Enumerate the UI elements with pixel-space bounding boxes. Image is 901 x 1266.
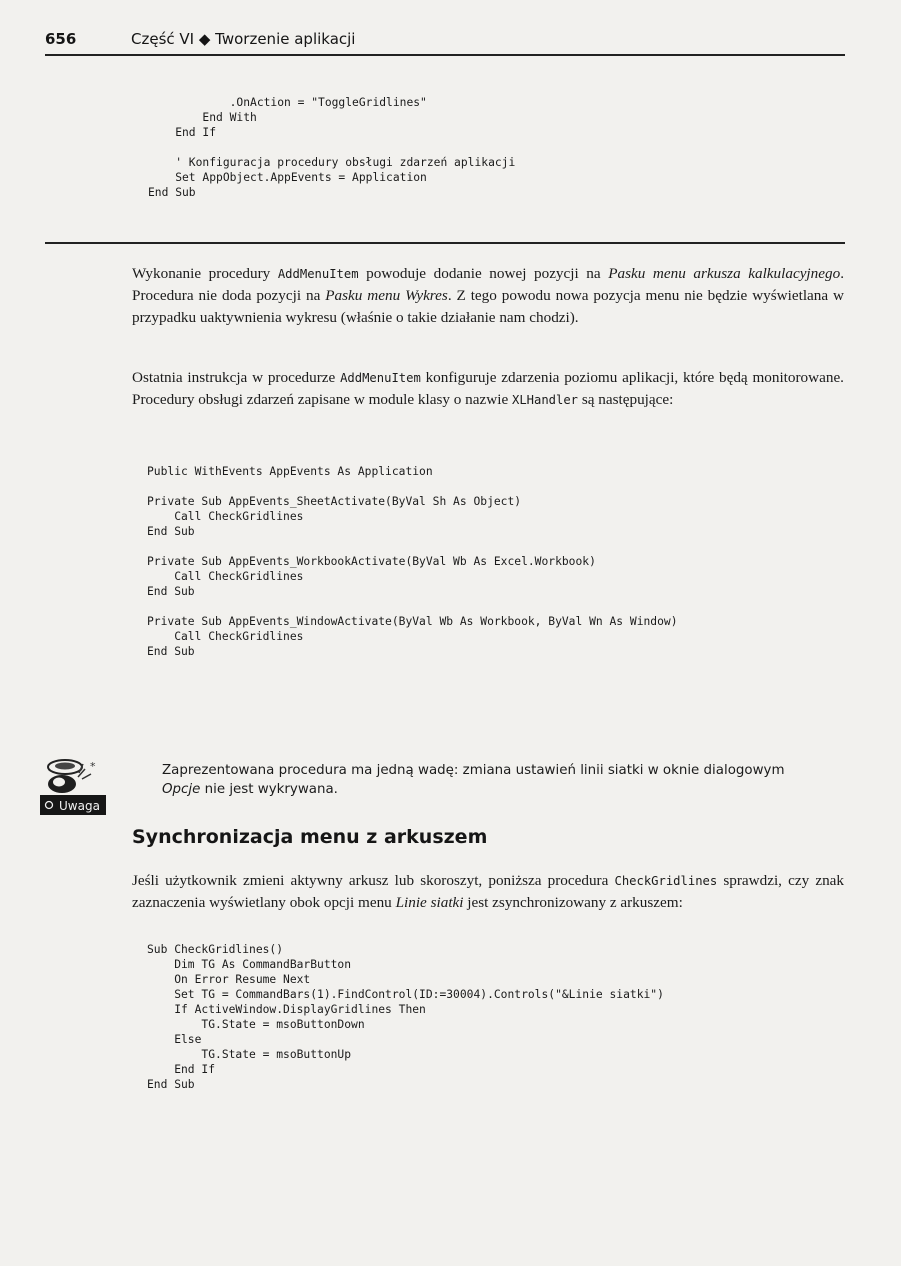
paragraph-check-gridlines: Jeśli użytkownik zmieni aktywny arkusz lub skoroszyt, poniższa procedura CheckGridlines sprawdzi, czy znak zaznaczenia wyświetlany obok opcji menu Linie siatki jest zsynchronizowany z arkuszem:	[132, 872, 844, 911]
code-line: Call CheckGridlines	[147, 570, 304, 583]
code-line: End Sub	[148, 186, 196, 199]
running-title: Część VI ◆ Tworzenie aplikacji	[131, 30, 356, 48]
inline-code: AddMenuItem	[277, 267, 359, 281]
code-line: Set AppObject.AppEvents = Application	[148, 171, 427, 184]
code-line: On Error Resume Next	[147, 973, 311, 986]
emphasis: Pasku menu Wykres	[325, 287, 448, 304]
code-line: Set TG = CommandBars(1).FindControl(ID:=30004).Controls("&Linie siatki")	[147, 988, 664, 1001]
paragraph-add-menu-item: Wykonanie procedury AddMenuItem powoduje dodanie nowej pozycji na Pasku menu arkusza kalkulacyjnego. Procedura nie doda pozycji na Pasku menu Wykres. Z tego powodu nowa pozycja menu nie będzie wyświetlana w przypadku uaktywnienia wykresu (właśnie o takie działanie nam chodzi).	[132, 265, 844, 326]
inline-code: XLHandler	[511, 393, 579, 407]
emphasis: Pasku menu arkusza kalkulacyjnego	[608, 265, 841, 282]
code-line: Sub CheckGridlines()	[147, 943, 284, 956]
code-line: End With	[148, 111, 257, 124]
emphasis: Opcje	[162, 782, 201, 797]
code-line: ' Konfiguracja procedury obsługi zdarzeń aplikacji	[148, 156, 516, 169]
note-badge: Uwaga	[59, 799, 100, 813]
code-line: End Sub	[147, 645, 195, 658]
code-line	[147, 479, 678, 494]
paragraph-app-events: Ostatnia instrukcja w procedurze AddMenuItem konfiguruje zdarzenia poziomu aplikacji, które będą monitorowane. Procedury obsługi zdarzeń zapisane w module klasy o nazwie XLHandler są następujące:	[132, 369, 844, 408]
code-line: Call CheckGridlines	[147, 630, 304, 643]
code-block-3	[147, 942, 664, 1092]
code-line: End If	[148, 126, 217, 139]
code-line: End Sub	[147, 525, 195, 538]
section-heading: Synchronizacja menu z arkuszem	[132, 826, 488, 848]
page-number: 656	[45, 30, 77, 48]
code-line: Public WithEvents AppEvents As Application	[147, 465, 433, 478]
inline-code: CheckGridlines	[614, 874, 718, 888]
code-line	[148, 140, 515, 155]
code-line	[147, 599, 678, 614]
code-line: Call CheckGridlines	[147, 510, 304, 523]
code-line: Private Sub AppEvents_SheetActivate(ByVal Sh As Object)	[147, 495, 522, 508]
code-line	[147, 539, 678, 554]
code-block-2	[147, 464, 678, 659]
code-line: TG.State = msoButtonUp	[147, 1048, 352, 1061]
code-block-1	[148, 95, 515, 200]
inline-code: AddMenuItem	[340, 371, 421, 385]
code-line: End If	[147, 1063, 216, 1076]
code-line: Dim TG As CommandBarButton	[147, 958, 352, 971]
code-line: .OnAction = "ToggleGridlines"	[148, 96, 427, 109]
svg-text:*: *	[90, 760, 96, 773]
page-header	[45, 30, 845, 56]
note-warning-icon	[38, 755, 138, 817]
emphasis: Linie siatki	[395, 894, 464, 911]
code-line: Private Sub AppEvents_WindowActivate(ByVal Wb As Workbook, ByVal Wn As Window)	[147, 615, 678, 628]
code-line: End Sub	[147, 585, 195, 598]
code-line: Else	[147, 1033, 202, 1046]
code-block-divider	[45, 242, 845, 244]
code-line: End Sub	[147, 1078, 195, 1091]
code-line: Private Sub AppEvents_WorkbookActivate(ByVal Wb As Excel.Workbook)	[147, 555, 596, 568]
note-text: Zaprezentowana procedura ma jedną wadę: zmiana ustawień linii siatki w oknie dialogowym Opcje nie jest wykrywana.	[162, 763, 785, 797]
code-line: If ActiveWindow.DisplayGridlines Then	[147, 1003, 426, 1016]
code-line: TG.State = msoButtonDown	[147, 1018, 365, 1031]
